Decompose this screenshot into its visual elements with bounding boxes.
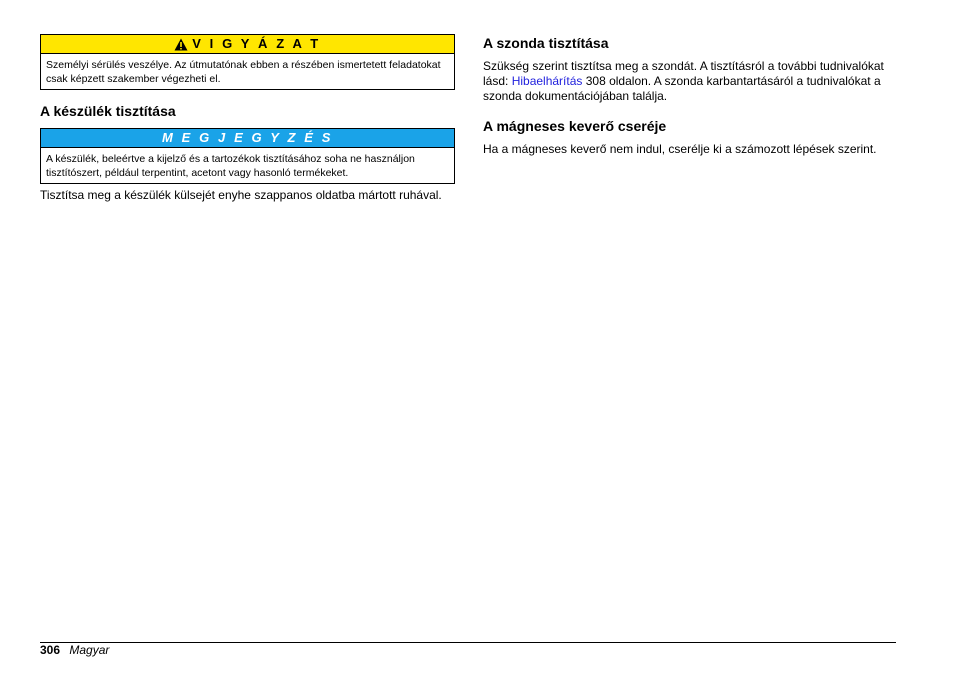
warning-text: Személyi sérülés veszélye. Az útmutatónak ebben a részében ismertetett feladatokat csak képzett szakember végezheti el. <box>46 59 441 85</box>
note-box <box>40 128 455 184</box>
warning-header <box>41 35 454 54</box>
stirrer-heading: A mágneses keverő cseréje <box>483 118 667 134</box>
left-column <box>40 34 455 203</box>
page-number: 306 <box>40 643 61 657</box>
warning-title: V I G Y Á Z A T <box>192 36 321 51</box>
stirrer-text: Ha a mágneses keverő nem indul, cserélje ki a számozott lépések szerint. <box>483 142 877 156</box>
right-column <box>483 34 896 157</box>
troubleshooting-link[interactable]: Hibaelhárítás <box>511 74 583 88</box>
device-cleaning-text: Tisztítsa meg a készülék külsejét enyhe szappanos oldatba mártott ruhával. <box>40 188 442 202</box>
footer-language: Magyar <box>69 643 110 657</box>
probe-text-before: Szükség szerint tisztítsa meg a szondát. A tisztításról a további tudnivalókat lásd: <box>483 59 884 88</box>
probe-cleaning-heading: A szonda tisztítása <box>483 35 609 51</box>
warning-box <box>40 34 455 90</box>
page-footer <box>40 643 109 658</box>
note-text: A készülék, beleértve a kijelző és a tartozékok tisztításához soha ne használjon tisztítószert, például terpentint, acetont vagy hasonló termékeket. <box>46 153 415 179</box>
footer-divider <box>40 642 896 643</box>
device-cleaning-heading: A készülék tisztítása <box>40 103 176 119</box>
warning-triangle-icon <box>174 38 188 51</box>
note-title: M E G J E G Y Z É S <box>161 130 333 145</box>
probe-cleaning-text <box>483 59 896 104</box>
probe-text-after: 308 oldalon. A szonda karbantartásáról a tudnivalókat a szonda dokumentációjában találja. <box>483 74 881 103</box>
note-header <box>41 129 454 148</box>
